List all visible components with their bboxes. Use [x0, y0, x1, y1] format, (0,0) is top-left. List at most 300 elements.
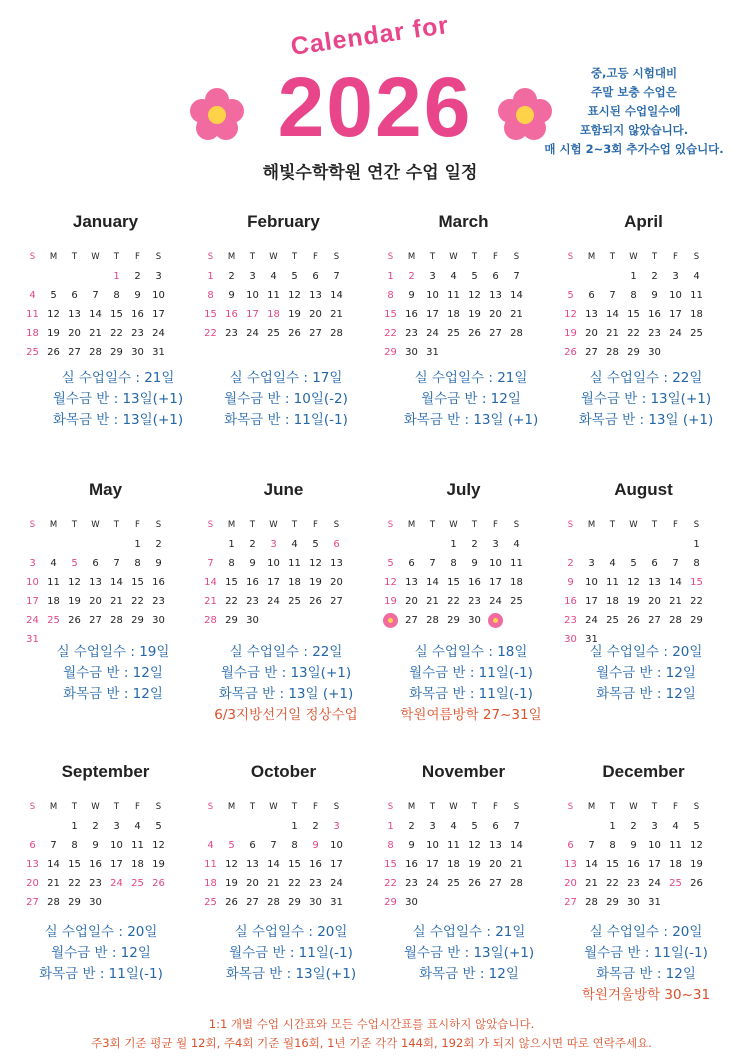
day-cell: 10 — [246, 290, 259, 301]
day-cell: 2 — [567, 558, 574, 569]
day-cell: 17 — [110, 859, 123, 870]
day-cell: 31 — [152, 347, 165, 358]
day-cell: 27 — [489, 328, 502, 339]
weekday-label: S — [29, 252, 36, 262]
day-cell: 7 — [333, 271, 340, 282]
day-cell: 9 — [630, 840, 637, 851]
weekday-label: S — [333, 802, 340, 812]
day-cell: 3 — [588, 558, 595, 569]
day-cell: 1 — [291, 821, 298, 832]
weekday-label: F — [135, 520, 140, 530]
day-cell: 3 — [249, 271, 256, 282]
day-cell: 20 — [489, 859, 502, 870]
weekday-label: S — [29, 802, 36, 812]
day-cell: 25 — [131, 878, 144, 889]
day-cell: 19 — [690, 859, 703, 870]
day-cell: 19 — [288, 309, 301, 320]
weekday-label: F — [493, 520, 498, 530]
day-cell: 15 — [690, 577, 703, 588]
day-cell: 5 — [471, 271, 478, 282]
empty-cell — [644, 535, 665, 554]
weekday-label: S — [333, 520, 340, 530]
day-cell: 7 — [672, 558, 679, 569]
day-cell: 20 — [585, 328, 598, 339]
stats-line: 화목금 반 : 13일 (+1) — [403, 412, 539, 428]
empty-cell — [242, 817, 263, 836]
month-november — [376, 762, 551, 912]
weekday-label: T — [651, 520, 658, 530]
month-name: August — [614, 480, 673, 499]
day-cell: 16 — [405, 309, 418, 320]
day-cell: 26 — [288, 328, 301, 339]
day-cell: 22 — [288, 878, 301, 889]
day-cell: 15 — [288, 859, 301, 870]
day-cell: 27 — [489, 878, 502, 889]
day-cell: 12 — [468, 290, 481, 301]
note-line: 매 시험 2~3회 추가수업 있습니다. — [544, 142, 724, 156]
weekday-label: F — [493, 802, 498, 812]
empty-cell — [560, 267, 581, 286]
header — [0, 0, 743, 200]
day-cell: 11 — [47, 577, 60, 588]
day-cell: 5 — [693, 821, 700, 832]
weekday-label: M — [49, 520, 58, 530]
day-cell: 18 — [606, 596, 619, 607]
day-grid — [22, 248, 193, 362]
day-cell: 23 — [225, 328, 238, 339]
day-cell: 15 — [68, 859, 81, 870]
stats-line: 화목금 반 : 13일(+1) — [52, 412, 184, 428]
day-cell: 1 — [228, 539, 235, 550]
weekday-label: M — [407, 802, 416, 812]
day-cell: 9 — [92, 840, 99, 851]
day-cell: 27 — [89, 615, 102, 626]
stats-line: 월수금 반 : 13일(+1) — [220, 665, 352, 681]
note-line: 중,고등 시험대비 — [590, 66, 678, 80]
day-cell: 12 — [627, 577, 640, 588]
weekday-label: S — [207, 252, 214, 262]
weekday-label: M — [407, 252, 416, 262]
day-cell: 25 — [204, 897, 217, 908]
day-cell: 27 — [309, 328, 322, 339]
day-cell: 17 — [648, 859, 661, 870]
weekday-label: T — [291, 802, 298, 812]
day-cell: 18 — [26, 328, 39, 339]
day-cell: 5 — [228, 840, 235, 851]
day-cell: 7 — [270, 840, 277, 851]
day-cell: 17 — [489, 577, 502, 588]
day-cell: 29 — [110, 347, 123, 358]
day-cell: 24 — [152, 328, 165, 339]
day-cell: 10 — [669, 290, 682, 301]
class-stats — [196, 922, 386, 985]
class-stats — [191, 642, 381, 726]
day-cell: 22 — [110, 328, 123, 339]
stats-line: 실 수업일수 : 20일 — [44, 924, 158, 940]
day-cell: 15 — [110, 309, 123, 320]
stats-line: 화목금 반 : 13일(+1) — [225, 966, 357, 982]
empty-cell — [22, 817, 43, 836]
day-cell: 18 — [669, 859, 682, 870]
day-cell: 9 — [155, 558, 162, 569]
day-cell: 28 — [510, 878, 523, 889]
day-cell: 14 — [204, 577, 217, 588]
day-cell: 25 — [447, 878, 460, 889]
weekday-label: M — [587, 252, 596, 262]
month-july — [376, 480, 551, 630]
day-cell: 30 — [131, 347, 144, 358]
day-cell: 20 — [648, 596, 661, 607]
day-cell: 2 — [630, 821, 637, 832]
weekday-label: S — [693, 802, 700, 812]
day-cell: 24 — [267, 596, 280, 607]
month-name: April — [624, 212, 663, 231]
day-cell: 30 — [564, 634, 577, 645]
day-grid — [560, 248, 731, 362]
weekday-label: T — [429, 252, 436, 262]
day-grid — [380, 516, 551, 630]
day-cell: 31 — [585, 634, 598, 645]
stats-line: 월수금 반 : 10일(-2) — [224, 391, 348, 407]
day-cell: 21 — [330, 309, 343, 320]
day-cell: 26 — [47, 347, 60, 358]
class-stats — [551, 642, 741, 705]
day-cell: 20 — [246, 878, 259, 889]
schedule-note: 학원여름방학 27~31일 — [400, 707, 542, 723]
stats-line: 실 수업일수 : 20일 — [234, 924, 348, 940]
note-line: 표시된 수업일수에 — [587, 104, 681, 118]
stats-line: 화목금 반 : 12일 — [596, 966, 696, 982]
day-cell: 8 — [693, 558, 700, 569]
day-cell: 5 — [291, 271, 298, 282]
day-cell: 9 — [567, 577, 574, 588]
day-cell: 20 — [89, 596, 102, 607]
empty-cell — [22, 267, 43, 286]
weekday-label: S — [387, 520, 394, 530]
day-cell: 16 — [468, 577, 481, 588]
day-cell: 20 — [68, 328, 81, 339]
weekday-label: S — [567, 802, 574, 812]
day-cell: 12 — [384, 577, 397, 588]
weekday-label: W — [91, 520, 100, 530]
day-cell: 23 — [131, 328, 144, 339]
stats-line: 월수금 반 : 13일(+1) — [52, 391, 184, 407]
day-cell: 11 — [606, 577, 619, 588]
day-cell: 24 — [26, 615, 39, 626]
empty-cell — [665, 535, 686, 554]
empty-cell — [106, 535, 127, 554]
stats-line: 월수금 반 : 11일(-1) — [584, 945, 708, 961]
day-cell: 16 — [225, 309, 238, 320]
day-cell: 14 — [426, 577, 439, 588]
day-cell: 11 — [26, 309, 39, 320]
day-cell: 4 — [29, 290, 36, 301]
weekday-label: T — [609, 802, 616, 812]
day-cell: 10 — [489, 558, 502, 569]
day-cell: 1 — [387, 271, 394, 282]
day-cell: 2 — [134, 271, 141, 282]
day-cell: 22 — [225, 596, 238, 607]
weekday-label: W — [449, 520, 458, 530]
day-cell: 15 — [131, 577, 144, 588]
day-cell: 21 — [669, 596, 682, 607]
weekday-label: T — [471, 520, 478, 530]
schedule-note: 학원겨울방학 30~31 — [581, 987, 711, 1003]
day-cell: 17 — [246, 309, 259, 320]
weekday-label: W — [269, 802, 278, 812]
day-cell: 30 — [152, 615, 165, 626]
month-may — [18, 480, 193, 649]
day-grid — [200, 798, 371, 912]
day-cell: 3 — [113, 821, 120, 832]
day-cell: 25 — [288, 596, 301, 607]
day-cell: 6 — [333, 539, 340, 550]
class-stats — [551, 922, 741, 1006]
stats-line: 실 수업일수 : 22일 — [589, 370, 703, 386]
day-cell: 7 — [207, 558, 214, 569]
weekday-label: F — [313, 252, 318, 262]
day-grid — [560, 516, 731, 649]
day-cell: 12 — [225, 859, 238, 870]
day-cell: 13 — [648, 577, 661, 588]
month-name: January — [72, 212, 139, 231]
day-cell: 29 — [690, 615, 703, 626]
day-cell: 31 — [648, 897, 661, 908]
day-cell: 4 — [609, 558, 616, 569]
stats-line: 실 수업일수 : 18일 — [414, 644, 528, 660]
day-cell: 12 — [152, 840, 165, 851]
weekday-label: S — [207, 802, 214, 812]
empty-cell — [221, 817, 242, 836]
day-cell: 24 — [585, 615, 598, 626]
weekday-label: M — [587, 520, 596, 530]
empty-cell — [401, 535, 422, 554]
day-cell: 10 — [330, 840, 343, 851]
day-cell: 28 — [267, 897, 280, 908]
day-cell: 17 — [330, 859, 343, 870]
day-cell: 1 — [450, 539, 457, 550]
day-cell: 11 — [204, 859, 217, 870]
day-grid — [380, 798, 551, 912]
day-cell: 29 — [447, 615, 460, 626]
day-cell: 22 — [384, 328, 397, 339]
day-cell: 29 — [384, 897, 397, 908]
day-cell: 4 — [291, 539, 298, 550]
day-cell: 30 — [89, 897, 102, 908]
stats-line: 화목금 반 : 13일 (+1) — [578, 412, 714, 428]
stats-line: 화목금 반 : 12일 — [419, 966, 519, 982]
day-cell: 4 — [50, 558, 57, 569]
month-name: October — [250, 762, 317, 781]
weekday-label: T — [113, 520, 120, 530]
day-cell: 16 — [309, 859, 322, 870]
day-cell: 28 — [606, 347, 619, 358]
weekday-label: S — [387, 802, 394, 812]
day-cell: 29 — [606, 897, 619, 908]
day-cell: 21 — [110, 596, 123, 607]
day-cell: 23 — [89, 878, 102, 889]
day-cell: 11 — [288, 558, 301, 569]
day-cell: 13 — [564, 859, 577, 870]
day-cell: 25 — [47, 615, 60, 626]
day-cell: 20 — [26, 878, 39, 889]
class-stats — [18, 642, 208, 705]
weekday-label: S — [693, 520, 700, 530]
day-cell: 1 — [693, 539, 700, 550]
weekday-label: T — [113, 802, 120, 812]
weekday-label: S — [387, 252, 394, 262]
stats-line: 실 수업일수 : 21일 — [414, 370, 528, 386]
day-cell: 4 — [450, 821, 457, 832]
weekday-label: T — [249, 252, 256, 262]
stats-line: 실 수업일수 : 17일 — [229, 370, 343, 386]
day-cell: 25 — [447, 328, 460, 339]
empty-cell — [263, 817, 284, 836]
weekday-label: T — [609, 520, 616, 530]
day-cell: 15 — [627, 309, 640, 320]
day-cell: 2 — [155, 539, 162, 550]
footer-line: 1:1 개별 수업 시간표와 모든 수업시간표를 표시하지 않았습니다. — [208, 1017, 535, 1031]
day-cell: 26 — [225, 897, 238, 908]
day-cell: 2 — [228, 271, 235, 282]
day-cell: 23 — [564, 615, 577, 626]
day-cell: 24 — [648, 878, 661, 889]
weekday-label: M — [49, 252, 58, 262]
empty-cell — [22, 535, 43, 554]
empty-cell — [85, 535, 106, 554]
day-cell: 19 — [152, 859, 165, 870]
day-cell: 28 — [330, 328, 343, 339]
weekday-label: T — [429, 802, 436, 812]
day-grid — [200, 516, 371, 630]
day-cell: 2 — [651, 271, 658, 282]
day-cell: 13 — [489, 290, 502, 301]
empty-cell — [581, 535, 602, 554]
day-cell: 14 — [330, 290, 343, 301]
day-cell: 18 — [690, 309, 703, 320]
weekday-label: S — [155, 252, 162, 262]
day-cell: 17 — [585, 596, 598, 607]
day-cell: 9 — [408, 840, 415, 851]
day-grid — [200, 248, 371, 343]
day-cell: 5 — [312, 539, 319, 550]
day-cell: 14 — [110, 577, 123, 588]
day-cell: 22 — [131, 596, 144, 607]
day-cell: 7 — [113, 558, 120, 569]
weekday-label: T — [651, 252, 658, 262]
day-cell: 26 — [564, 347, 577, 358]
day-cell: 9 — [228, 290, 235, 301]
day-cell: 7 — [429, 558, 436, 569]
month-name: July — [446, 480, 481, 499]
day-cell: 14 — [606, 309, 619, 320]
empty-cell — [43, 535, 64, 554]
weekday-label: M — [587, 802, 596, 812]
day-cell: 26 — [309, 596, 322, 607]
day-cell: 14 — [89, 309, 102, 320]
stats-line: 화목금 반 : 13일 (+1) — [218, 686, 354, 702]
day-cell: 10 — [152, 290, 165, 301]
month-name: December — [602, 762, 685, 781]
day-cell: 24 — [110, 878, 123, 889]
weekday-label: T — [249, 520, 256, 530]
day-cell: 2 — [249, 539, 256, 550]
month-april — [556, 212, 731, 362]
stats-line: 화목금 반 : 12일 — [596, 686, 696, 702]
class-stats — [6, 922, 196, 985]
weekday-label: S — [29, 520, 36, 530]
stats-line: 화목금 반 : 11일(-1) — [224, 412, 348, 428]
day-cell: 22 — [606, 878, 619, 889]
day-cell: 7 — [92, 290, 99, 301]
day-cell: 16 — [246, 577, 259, 588]
day-cell: 24 — [426, 328, 439, 339]
day-cell: 8 — [71, 840, 78, 851]
stats-line: 실 수업일수 : 21일 — [61, 370, 175, 386]
day-cell: 15 — [225, 577, 238, 588]
day-cell: 28 — [47, 897, 60, 908]
weekday-label: M — [227, 520, 236, 530]
day-cell: 21 — [204, 596, 217, 607]
academy-subtitle: 해빛수학학원 연간 수업 일정 — [262, 163, 478, 183]
weekday-label: T — [291, 252, 298, 262]
day-cell: 23 — [468, 596, 481, 607]
day-cell: 29 — [288, 897, 301, 908]
month-august — [556, 480, 731, 649]
day-cell: 7 — [513, 271, 520, 282]
day-cell: 24 — [330, 878, 343, 889]
day-cell: 22 — [204, 328, 217, 339]
day-cell: 10 — [648, 840, 661, 851]
weekday-label: M — [227, 802, 236, 812]
day-cell: 8 — [609, 840, 616, 851]
weekday-label: W — [629, 802, 638, 812]
day-cell: 1 — [134, 539, 141, 550]
day-cell: 19 — [468, 309, 481, 320]
day-cell: 8 — [387, 290, 394, 301]
weekday-label: F — [673, 252, 678, 262]
day-cell: 26 — [627, 615, 640, 626]
day-cell: 23 — [246, 596, 259, 607]
day-cell: 28 — [204, 615, 217, 626]
flower-icon — [485, 611, 506, 630]
day-cell: 6 — [71, 290, 78, 301]
day-cell: 14 — [267, 859, 280, 870]
day-grid — [380, 248, 551, 362]
day-cell: 8 — [207, 290, 214, 301]
day-cell: 10 — [426, 840, 439, 851]
day-cell: 20 — [330, 577, 343, 588]
day-grid — [22, 798, 193, 912]
day-cell: 19 — [564, 328, 577, 339]
weekday-label: S — [155, 802, 162, 812]
day-cell: 23 — [648, 328, 661, 339]
weekday-label: W — [629, 252, 638, 262]
day-cell: 10 — [26, 577, 39, 588]
day-cell: 22 — [690, 596, 703, 607]
day-cell: 8 — [630, 290, 637, 301]
day-cell: 25 — [606, 615, 619, 626]
day-cell: 2 — [92, 821, 99, 832]
day-cell: 18 — [510, 577, 523, 588]
day-cell: 8 — [113, 290, 120, 301]
day-cell: 18 — [447, 859, 460, 870]
stats-line: 월수금 반 : 13일(+1) — [580, 391, 712, 407]
day-cell: 25 — [267, 328, 280, 339]
day-cell: 28 — [510, 328, 523, 339]
day-cell: 21 — [510, 309, 523, 320]
day-cell: 10 — [110, 840, 123, 851]
